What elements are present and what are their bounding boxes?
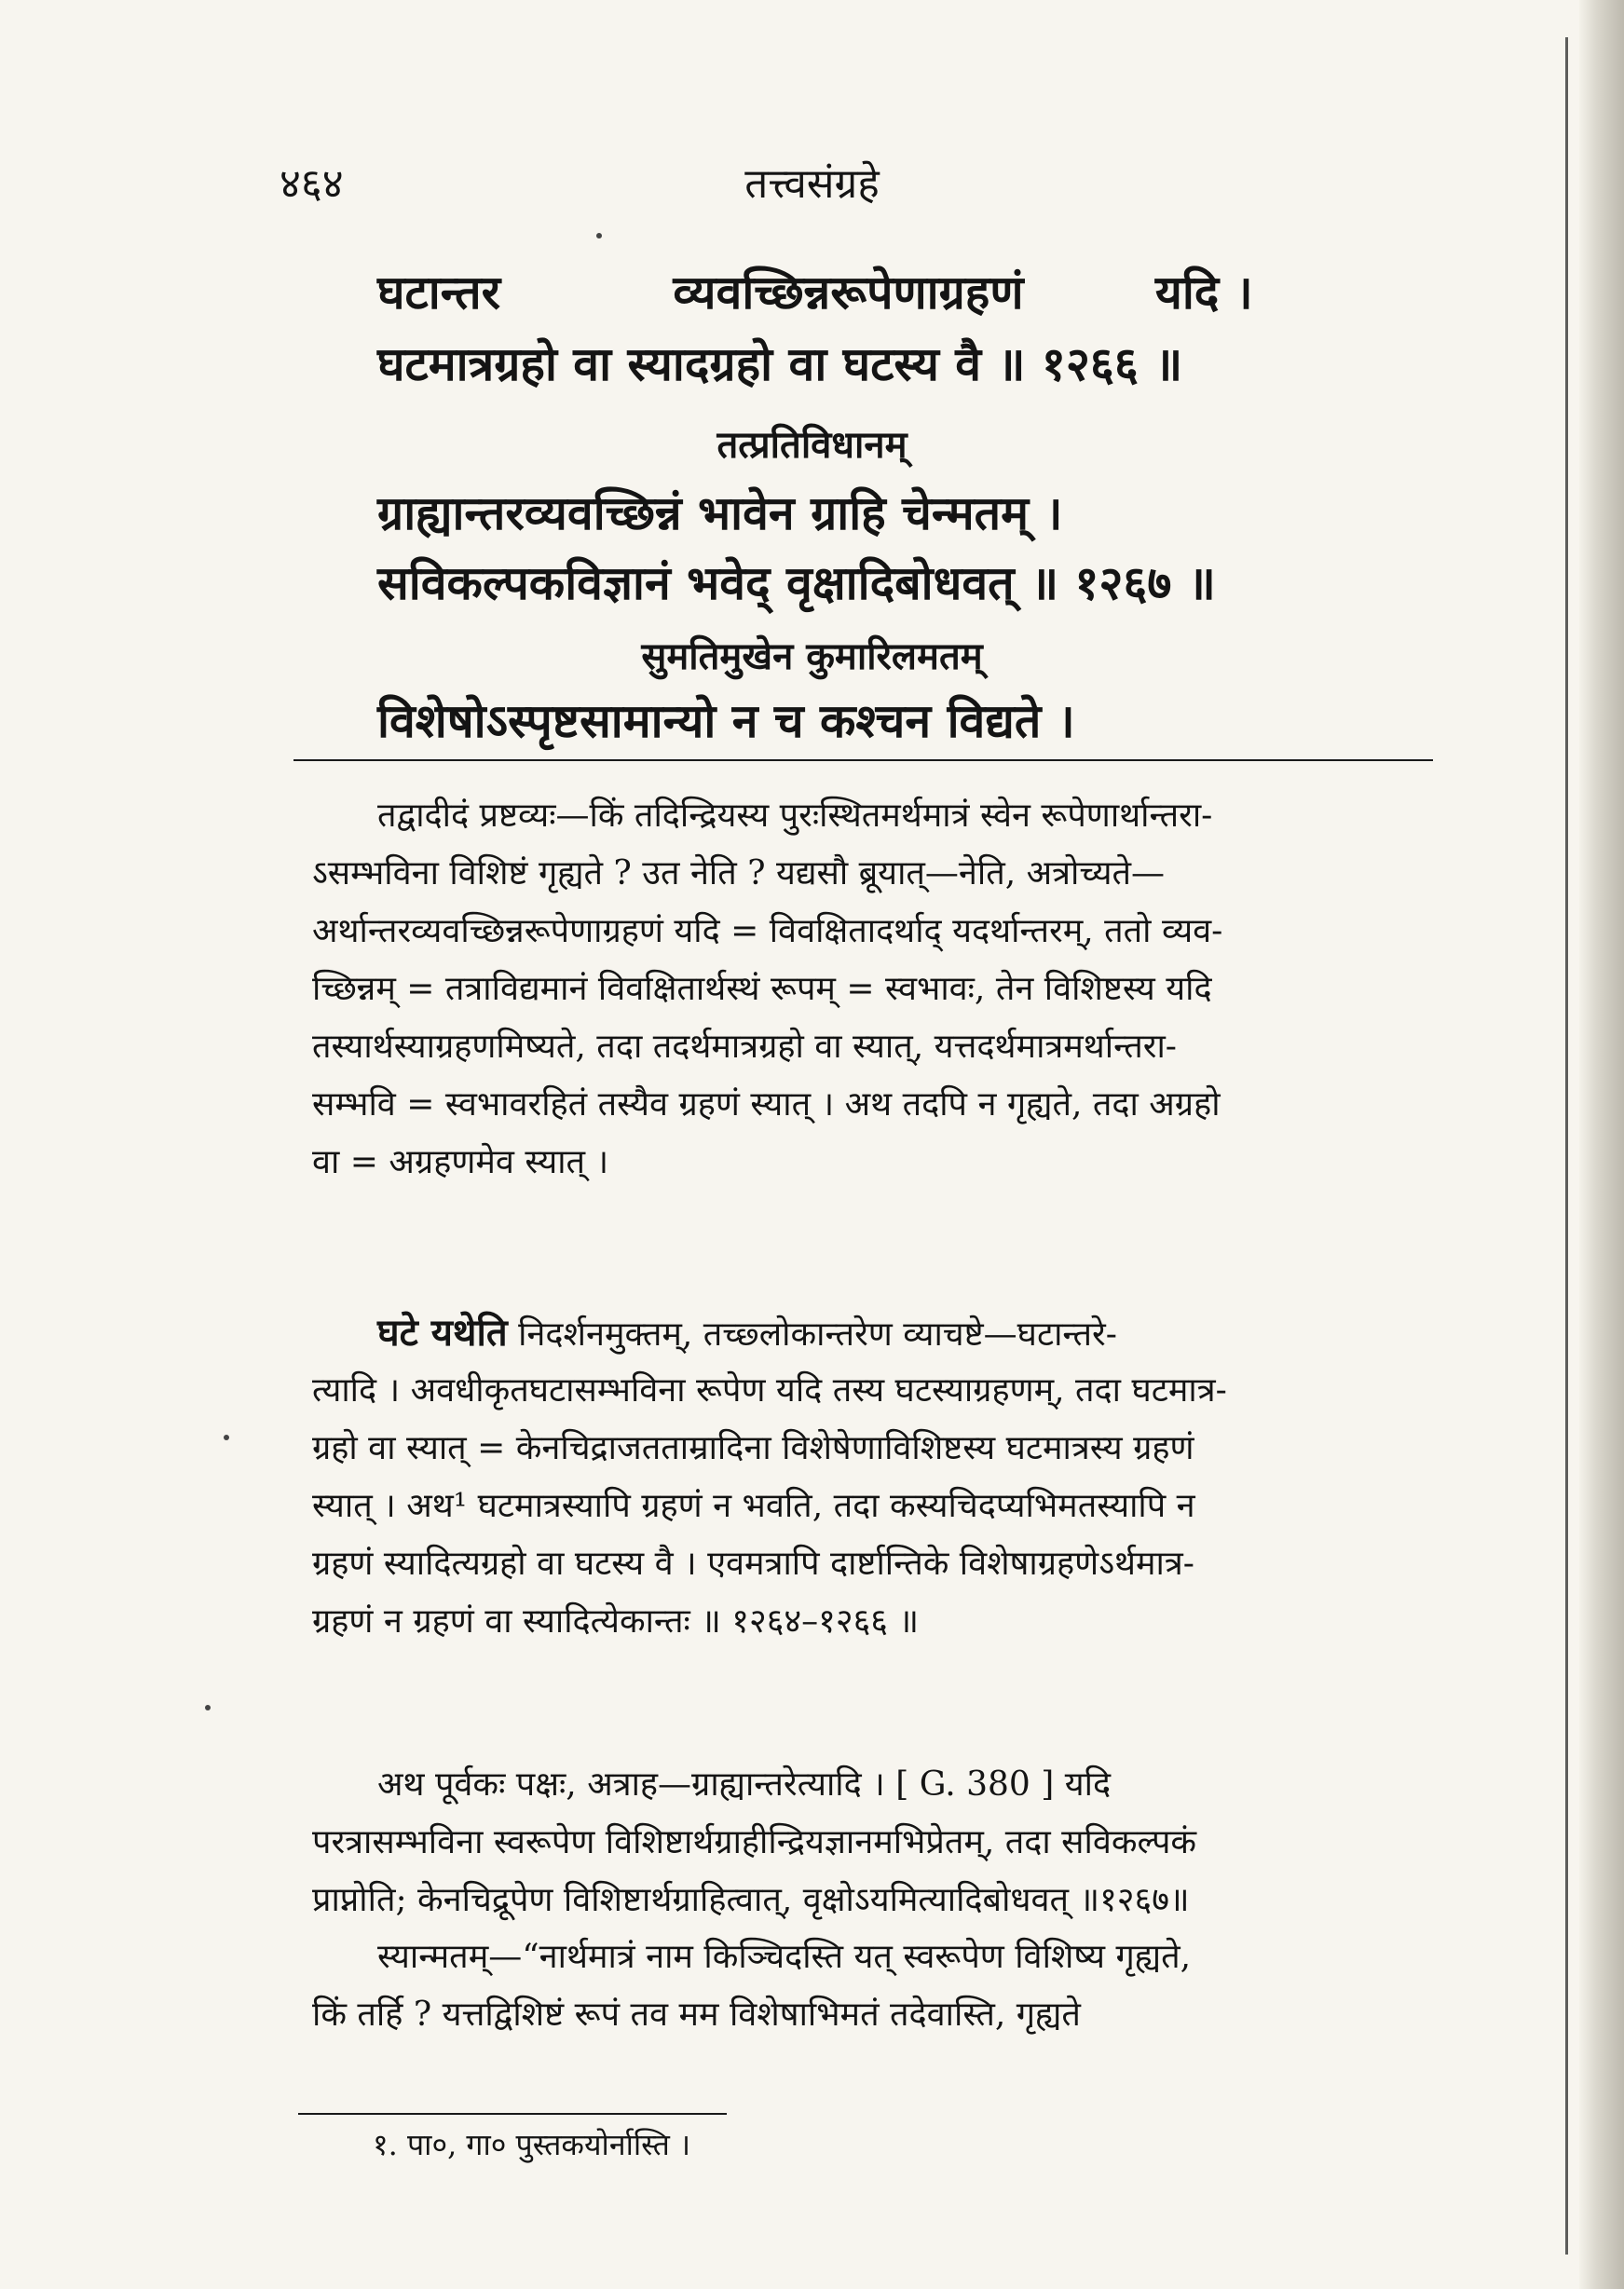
commentary-line: स्यान्मतम्—“नार्थमात्रं नाम किञ्चिदस्ति यत् स्वरूपेण विशिष्य गृह्यते, <box>377 1938 1192 1976</box>
commentary-text: निदर्शनमुक्तम्, तच्छ्लोकान्तरेण व्याचष्टे—घटान्तरे- <box>518 1315 1117 1354</box>
pratika-lead: घटे यथेति <box>377 1311 508 1355</box>
commentary-paragraph-2 <box>312 1304 1463 1651</box>
commentary-line: किं तर्हि ? यत्तद्विशिष्टं रूपं तव मम विशेषाभिमतं तदेवास्ति, गृह्यते <box>312 1996 1081 2034</box>
section-heading: सुमतिमुखेन कुमारिलमतम् <box>641 634 983 678</box>
scan-edge-shadow <box>1579 0 1624 2289</box>
scan-binding-line <box>1565 37 1568 2255</box>
commentary-line: वा = अग्रहणमेव स्यात् । <box>312 1143 609 1181</box>
commentary-line: ग्रहणं न ग्रहणं वा स्यादित्येकान्तः ॥ १२६४–१२६६ ॥ <box>312 1602 920 1641</box>
commentary-line: च्छिन्नम् = तत्राविद्यमानं विवक्षितार्थस्थं रूपम् = स्वभावः, तेन विशिष्टस्य यदि <box>312 970 1212 1008</box>
commentary-line: तस्यार्थस्याग्रहणमिष्यते, तदा तदर्थमात्रग्रहो वा स्यात्, यत्तदर्थमात्रमर्थान्तरा- <box>312 1028 1177 1066</box>
page-number: ४६४ <box>280 160 344 208</box>
verse-word: घटान्तर <box>377 265 501 320</box>
section-heading: तत्प्रतिविधानम् <box>716 423 908 467</box>
verse-1267-line-1: ग्राह्यान्तरव्यवच्छिन्नं भावेन ग्राहि चेन्मतम् । <box>377 485 1063 540</box>
commentary-line: ग्रहणं स्यादित्यग्रहो वा घटस्य वै । एवमत्रापि दार्ष्टान्तिके विशेषाग्रहणेऽर्थमात्र- <box>312 1545 1194 1583</box>
commentary-line: परत्रासम्भविना स्वरूपेण विशिष्टार्थग्राहीन्द्रियज्ञानमभिप्रेतम्, तदा सविकल्पकं <box>312 1823 1197 1861</box>
scan-speck <box>205 1705 211 1710</box>
commentary-line: प्राप्नोति; केनचिद्रूपेण विशिष्टार्थग्राहित्वात्, वृक्षोऽयमित्यादिबोधवत् ॥१२६७॥ <box>312 1881 1190 1919</box>
commentary-line: अर्थान्तरव्यवच्छिन्नरूपेणाग्रहणं यदि = विवक्षितादर्थाद् यदर्थान्तरम्, ततो व्यव- <box>312 912 1223 950</box>
verse-word: यदि । <box>1154 265 1253 320</box>
commentary-paragraph-4 <box>312 1928 1463 2044</box>
scan-speck <box>224 1435 229 1440</box>
verse-1266-line-1 <box>377 259 1253 322</box>
commentary-line: तद्वादीदं प्रष्टव्यः—किं तदिन्द्रियस्य पुरःस्थितमर्थमात्रं स्वेन रूपेणार्थान्तरा- <box>377 797 1213 835</box>
commentary-line: ग्रहो वा स्यात् = केनचिद्राजतताम्रादिना विशेषेणाविशिष्टस्य घटमात्रस्य ग्रहणं <box>312 1429 1194 1467</box>
verse-word: व्यवच्छिन्नरूपेणाग्रहणं <box>673 265 1024 320</box>
footnote-divider <box>298 2113 727 2115</box>
verse-1267-line-2: सविकल्पकविज्ञानं भवेद् वृक्षादिबोधवत् ॥ १२६७ ॥ <box>377 555 1216 610</box>
commentary-line <box>312 1304 1463 1362</box>
verse-1268-line-1: विशेषोऽस्पृष्टसामान्यो न च कश्चन विद्यते । <box>377 693 1075 748</box>
commentary-line: अथ पूर्वकः पक्षः, अत्राह—ग्राह्यान्तरेत्यादि । [ G. 380 ] यदि <box>377 1765 1112 1804</box>
verse-commentary-divider <box>293 759 1433 761</box>
footnote: १. पा०, गा० पुस्तकयोर्नास्ति । <box>373 2127 691 2162</box>
commentary-paragraph-1 <box>312 787 1463 1192</box>
commentary-paragraph-3 <box>312 1756 1463 1929</box>
running-title: तत्त्वसंग्रहे <box>744 160 880 208</box>
commentary-line: ऽसम्भविना विशिष्टं गृह्यते ? उत नेति ? यद्यसौ ब्रूयात्—नेति, अत्रोच्यते— <box>312 854 1165 892</box>
verse-1266-line-2: घटमात्रग्रहो वा स्यादग्रहो वा घटस्य वै ॥ १२६६ ॥ <box>377 336 1183 391</box>
commentary-line: सम्भवि = स्वभावरहितं तस्यैव ग्रहणं स्यात् । अथ तदपि न गृह्यते, तदा अग्रहो <box>312 1085 1221 1124</box>
commentary-line: स्यात् । अथ¹ घटमात्रस्यापि ग्रहणं न भवति, तदा कस्यचिदप्यभिमतस्यापि न <box>312 1487 1195 1525</box>
scan-speck <box>596 233 602 238</box>
commentary-line: त्यादि । अवधीकृतघटासम्भविना रूपेण यदि तस्य घटस्याग्रहणम्, तदा घटमात्र- <box>312 1371 1227 1410</box>
